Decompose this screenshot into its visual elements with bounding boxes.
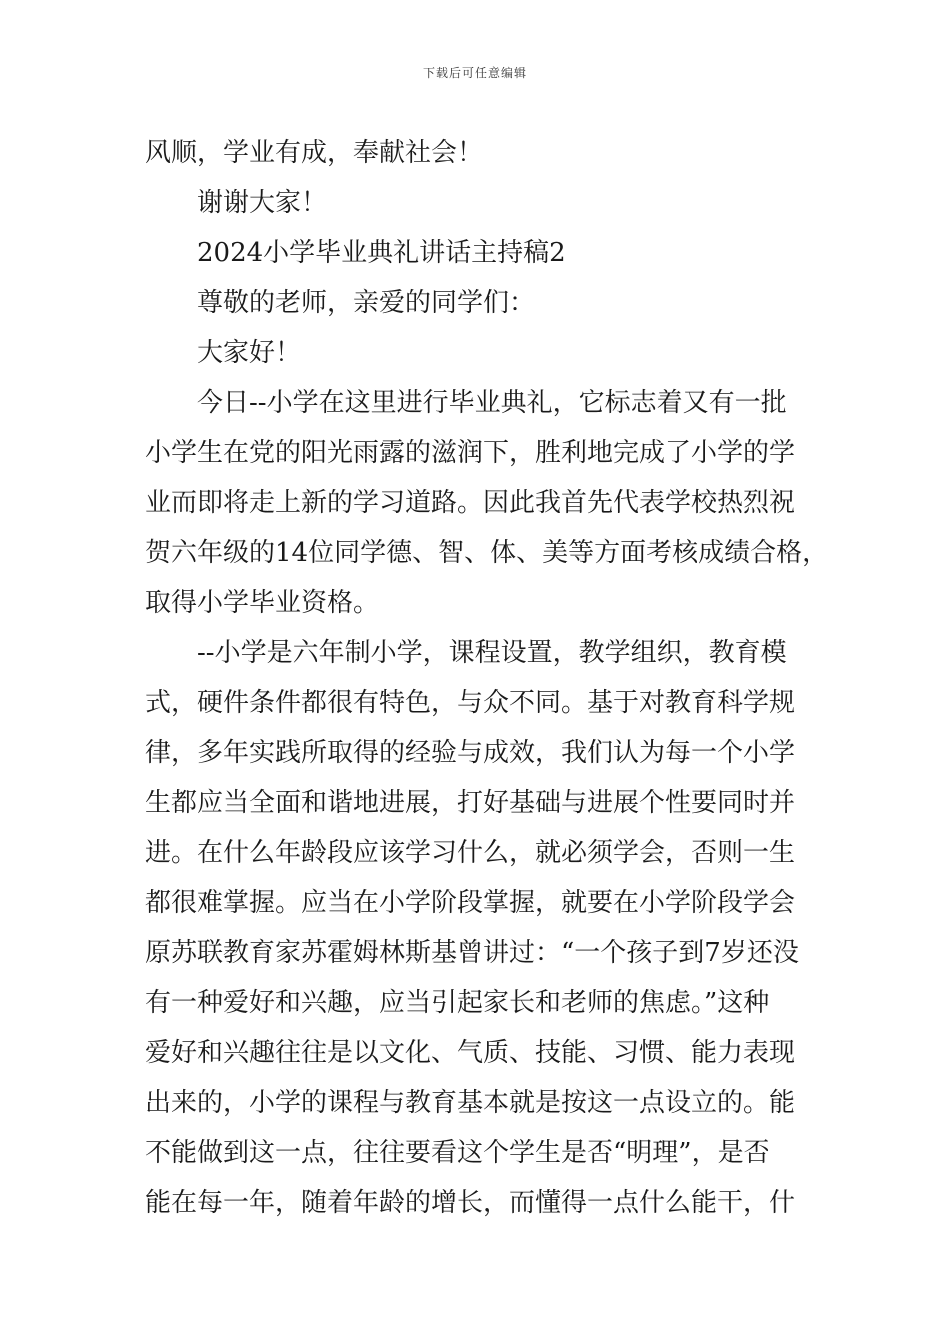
paragraph-line: 能在每一年，随着年龄的增长，而懂得一点什么能干，什 <box>145 1188 796 1218</box>
paragraph-line: 式，硬件条件都很有特色，与众不同。基于对教育科学规 <box>145 688 796 718</box>
greeting: 大家好！ <box>197 338 302 368</box>
paragraph-line: 生都应当全面和谐地进展，打好基础与进展个性要同时并 <box>145 788 796 818</box>
text-line: 风顺，学业有成，奉献社会！ <box>145 138 484 168</box>
paragraph-line: 爱好和兴趣往往是以文化、气质、技能、习惯、能力表现 <box>145 1038 796 1068</box>
paragraph-line: 贺六年级的14位同学德、智、体、美等方面考核成绩合格， <box>145 538 829 568</box>
paragraph-line: 不能做到这一点，往往要看这个学生是否“明理”，是否 <box>145 1138 770 1168</box>
paragraph-line: 小学生在党的阳光雨露的滋润下，胜利地完成了小学的学 <box>145 438 796 468</box>
paragraph-line: --小学是六年制小学，课程设置，教学组织，教育模 <box>197 638 787 668</box>
page-header: 下载后可任意编辑 <box>422 66 527 80</box>
paragraph-line: 都很难掌握。应当在小学阶段掌握，就要在小学阶段学会 <box>145 888 796 918</box>
paragraph-line: 进。在什么年龄段应该学习什么，就必须学会，否则一生 <box>145 838 796 868</box>
paragraph-line: 今日--小学在这里进行毕业典礼，它标志着又有一批 <box>197 388 787 418</box>
paragraph-line: 业而即将走上新的学习道路。因此我首先代表学校热烈祝 <box>145 488 796 518</box>
paragraph-line: 律，多年实践所取得的经验与成效，我们认为每一个小学 <box>145 738 796 768</box>
paragraph-line: 有一种爱好和兴趣，应当引起家长和老师的焦虑。”这种 <box>145 988 770 1018</box>
paragraph-line: 原苏联教育家苏霍姆林斯基曾讲过：“一个孩子到7岁还没 <box>145 938 799 968</box>
salutation: 尊敬的老师，亲爱的同学们： <box>197 288 536 318</box>
text-line: 谢谢大家！ <box>197 188 328 218</box>
section-title: 2024小学毕业典礼讲话主持稿2 <box>197 238 566 268</box>
paragraph-line: 出来的，小学的课程与教育基本就是按这一点设立的。能 <box>145 1088 796 1118</box>
paragraph-line: 取得小学毕业资格。 <box>145 588 380 618</box>
document-body <box>145 128 829 1228</box>
